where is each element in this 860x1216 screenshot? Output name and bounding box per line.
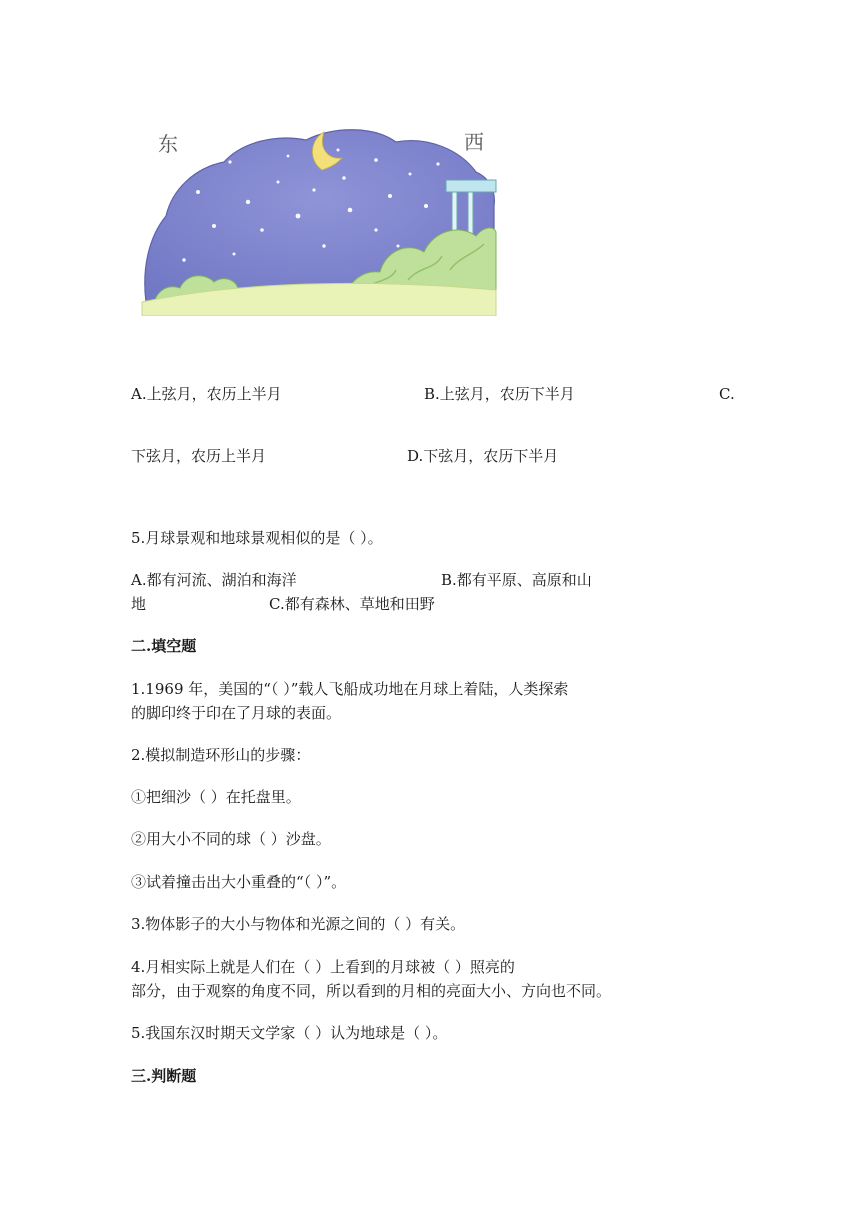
west-label: 西	[464, 130, 484, 154]
fill-q1-line2: 的脚印终于印在了月球的表面。	[131, 704, 342, 722]
fill-q4-line1: 4.月相实际上就是人们在（ ）上看到的月球被（ ）照亮的	[131, 958, 515, 976]
fill-q3: 3.物体影子的大小与物体和光源之间的（ ）有关。	[131, 915, 466, 933]
fill-q2-step1: ①把细沙（ ）在托盘里。	[131, 788, 301, 806]
q4-option-c-text: 下弦月，农历上半月	[131, 447, 267, 465]
fill-q1-line1: 1.1969 年，美国的“（ ）”载人飞船成功地在月球上着陆，人类探索	[131, 680, 569, 698]
fill-q2-step3: ③试着撞击出大小重叠的“（ ）”。	[131, 873, 347, 891]
fill-q5: 5.我国东汉时期天文学家（ ）认为地球是（ ）。	[131, 1024, 448, 1042]
q5-option-a: A.都有河流、湖泊和海洋	[131, 571, 297, 589]
fill-q4-line2: 部分，由于观察的角度不同，所以看到的月相的亮面大小、方向也不同。	[131, 982, 612, 1000]
q5-option-c: C.都有森林、草地和田野	[269, 595, 435, 613]
night-sky-illustration	[138, 120, 498, 316]
fill-q2-stem: 2.模拟制造环形山的步骤：	[131, 746, 311, 764]
q5-option-b: B.都有平原、高原和山	[441, 571, 592, 589]
q4-option-c-prefix: C.	[719, 385, 735, 403]
section2-title: 二.填空题	[131, 637, 197, 655]
q4-option-b: B.上弦月，农历下半月	[424, 385, 575, 403]
east-label: 东	[158, 132, 178, 156]
q5-stem: 5.月球景观和地球景观相似的是（ ）。	[131, 529, 383, 547]
q4-option-d: D.下弦月，农历下半月	[407, 447, 559, 465]
q4-option-a: A.上弦月，农历上半月	[131, 385, 282, 403]
q5-option-b-wrap: 地	[131, 595, 147, 613]
section3-title: 三.判断题	[131, 1067, 197, 1085]
fill-q2-step2: ②用大小不同的球（ ）沙盘。	[131, 830, 331, 848]
night-sky-figure	[138, 120, 498, 316]
